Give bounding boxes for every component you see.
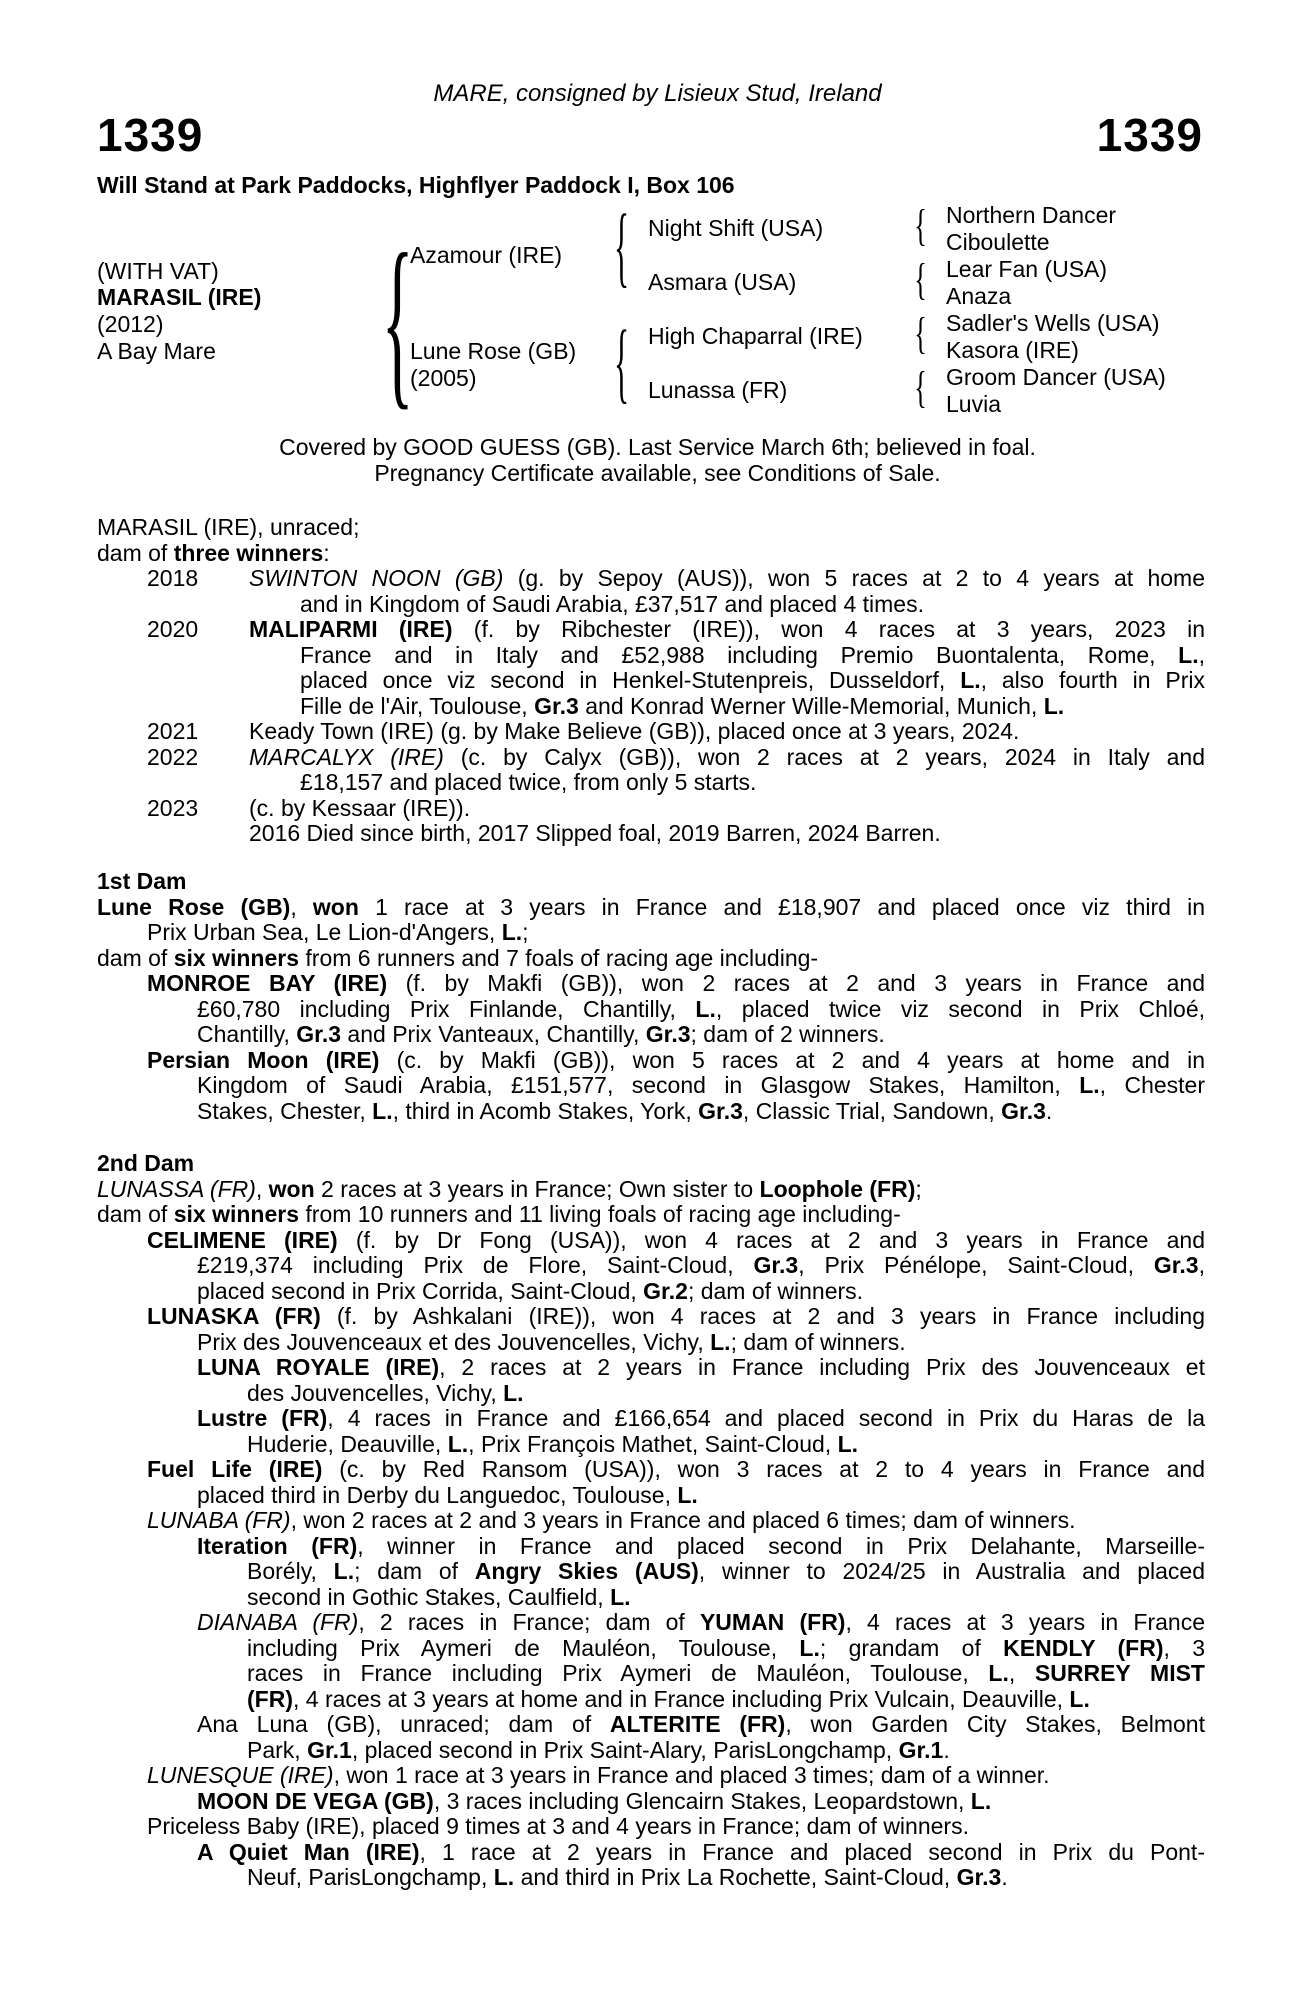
second-dam-line: £219,374 including Prix de Flore, Saint-Cloud, Gr.3, Prix Pénélope, Saint-Cloud, Gr.3, xyxy=(197,1252,1205,1278)
second-dam-line: Ana Luna (GB), unraced; dam of ALTERITE (FR), won Garden City Stakes, Belmont xyxy=(197,1711,1205,1737)
brace-main: { xyxy=(381,216,414,426)
first-dam-heading: 1st Dam xyxy=(97,868,187,894)
second-dam-line: placed second in Prix Corrida, Saint-Cloud, Gr.2; dam of winners. xyxy=(197,1277,864,1304)
mare-section xyxy=(97,515,1205,847)
produce-2018: 2018 SWINTON NOON (GB) (g. by Sepoy (AUS)), won 5 races at 2 to 4 years at home xyxy=(147,565,1205,591)
second-dam-line: LUNESQUE (IRE), won 1 race at 3 years in France and placed 3 times; dam of a winner. xyxy=(147,1762,1050,1788)
persian-l3: Stakes, Chester, L., third in Acomb Stakes, York, Gr.3, Classic Trial, Sandown, Gr.3. xyxy=(197,1097,1053,1124)
produce-2023: 2023 (c. by Kessaar (IRE)). xyxy=(147,794,471,821)
persian-l1: Persian Moon (IRE) (c. by Makfi (GB)), won 5 races at 2 and 4 years at home and in xyxy=(147,1046,1205,1073)
produce-2020: 2020 MALIPARMI (IRE) (f. by Ribchester (IRE)), won 4 races at 3 years, 2023 in xyxy=(147,616,1205,642)
second-dam-line: LUNABA (FR), won 2 races at 2 and 3 years in France and placed 6 times; dam of winners. xyxy=(147,1507,1076,1533)
second-dam-produce xyxy=(97,1228,1205,1891)
lot-number-left: 1339 xyxy=(97,109,204,161)
horse-desc: A Bay Mare xyxy=(97,338,216,364)
location-line: Will Stand at Park Paddocks, Highflyer Paddock I, Box 106 xyxy=(97,172,735,198)
horse-year: (2012) xyxy=(97,311,164,337)
produce-2018-cont: and in Kingdom of Saudi Arabia, £37,517 and placed 4 times. xyxy=(300,590,924,617)
second-dam-heading: 2nd Dam xyxy=(97,1150,195,1176)
lot-number-right: 1339 xyxy=(1096,109,1203,161)
monroe-l1: MONROE BAY (IRE) (f. by Makfi (GB)), won 2 races at 2 and 3 years in France and xyxy=(147,970,1205,996)
second-dam-l1: LUNASSA (FR), won 2 races at 3 years in France; Own sister to Loophole (FR); xyxy=(97,1175,922,1202)
consignment-line: MARE, consigned by Lisieux Stud, Ireland xyxy=(433,80,882,107)
second-dam-line: Priceless Baby (IRE), placed 9 times at 3 and 4 years in France; dam of winners. xyxy=(147,1813,969,1839)
persian-l2: Kingdom of Saudi Arabia, £151,577, second in Glasgow Stakes, Hamilton, L., Chester xyxy=(197,1072,1205,1098)
second-dam-line: des Jouvencelles, Vichy, L. xyxy=(247,1379,524,1406)
vat-note: (WITH VAT) xyxy=(97,258,219,284)
dd-dam: Luvia xyxy=(946,391,1001,417)
second-dam-line: including Prix Aymeri de Mauléon, Toulouse, L.; grandam of KENDLY (FR), 3 xyxy=(247,1634,1205,1661)
brace-ss: { xyxy=(914,201,927,250)
second-dam-line: (FR), 4 races at 3 years at home and in France including Prix Vulcain, Deauville, L. xyxy=(247,1685,1090,1712)
produce-notes: 2016 Died since birth, 2017 Slipped foal, 2019 Barren, 2024 Barren. xyxy=(249,820,941,846)
second-dam-line: Huderie, Deauville, L., Prix François Mathet, Saint-Cloud, L. xyxy=(247,1430,859,1457)
mare-intro: MARASIL (IRE), unraced; xyxy=(97,514,360,540)
brace-sire: { xyxy=(614,197,630,296)
dam-dam: Lunassa (FR) xyxy=(648,377,788,403)
sire-sire: Night Shift (USA) xyxy=(648,215,824,241)
dam-sire: High Chaparral (IRE) xyxy=(648,323,863,349)
produce-2020-l2: France and in Italy and £52,988 including Premio Buontalenta, Rome, L., xyxy=(300,641,1205,668)
second-dam-line: Borély, L.; dam of Angry Skies (AUS), winner to 2024/25 in Australia and placed xyxy=(247,1558,1206,1584)
second-dam-line: Neuf, ParisLongchamp, L. and third in Prix La Rochette, Saint-Cloud, Gr.3. xyxy=(247,1864,1008,1890)
ss-sire: Northern Dancer xyxy=(946,202,1117,228)
dam: Lune Rose (GB) xyxy=(410,338,577,364)
covering-line-2: Pregnancy Certificate available, see Conditions of Sale. xyxy=(374,460,941,486)
second-dam-line: LUNA ROYALE (IRE), 2 races at 2 years in France including Prix des Jouvenceaux et xyxy=(197,1354,1205,1380)
sire-dam: Asmara (USA) xyxy=(648,269,797,295)
monroe-l3: Chantilly, Gr.3 and Prix Vanteaux, Chantilly, Gr.3; dam of 2 winners. xyxy=(197,1021,885,1047)
dd-sire: Groom Dancer (USA) xyxy=(946,364,1166,390)
mare-dam-of: dam of three winners: xyxy=(97,539,330,566)
second-dam-line: LUNASKA (FR) (f. by Ashkalani (IRE)), won 4 races at 2 and 3 years in France including xyxy=(147,1303,1205,1329)
brace-dam: { xyxy=(614,313,630,412)
second-dam-damof: dam of six winners from 10 runners and 11 living foals of racing age including- xyxy=(97,1201,901,1227)
second-dam-line: Fuel Life (IRE) (c. by Red Ransom (USA)), won 3 races at 2 to 4 years in France and xyxy=(147,1456,1205,1482)
second-dam-line: DIANABA (FR), 2 races in France; dam of YUMAN (FR), 4 races at 3 years in France xyxy=(197,1609,1206,1635)
second-dam-line: races in France including Prix Aymeri de Mauléon, Toulouse, L., SURREY MIST xyxy=(247,1660,1205,1686)
second-dam-line: Iteration (FR), winner in France and placed second in Prix Delahante, Marseille- xyxy=(197,1532,1205,1559)
monroe-l2: £60,780 including Prix Finlande, Chantilly, L., placed twice viz second in Prix Chloé, xyxy=(197,995,1205,1022)
second-dam-line: MOON DE VEGA (GB), 3 races including Glencairn Stakes, Leopardstown, L. xyxy=(197,1787,992,1814)
ds-dam: Kasora (IRE) xyxy=(946,337,1079,363)
second-dam-line: A Quiet Man (IRE), 1 race at 2 years in France and placed second in Prix du Pont- xyxy=(197,1838,1205,1865)
ss-dam: Ciboulette xyxy=(946,229,1050,255)
second-dam-line: Lustre (FR), 4 races in France and £166,654 and placed second in Prix du Haras de la xyxy=(197,1405,1205,1431)
first-dam-damof: dam of six winners from 6 runners and 7 foals of racing age including- xyxy=(97,944,819,971)
sd-sire: Lear Fan (USA) xyxy=(946,256,1108,282)
second-dam-line: Prix des Jouvenceaux et des Jouvencelles, Vichy, L.; dam of winners. xyxy=(197,1328,906,1355)
second-dam-line: placed third in Derby du Languedoc, Toulouse, L. xyxy=(197,1481,698,1508)
second-dam-line: second in Gothic Stakes, Caulfield, L. xyxy=(247,1583,631,1610)
dam-year: (2005) xyxy=(410,365,477,391)
covering-line-1: Covered by GOOD GUESS (GB). Last Service March 6th; believed in foal. xyxy=(279,434,1036,460)
first-dam-section xyxy=(97,869,1205,1124)
sd-dam: Anaza xyxy=(946,283,1012,309)
ds-sire: Sadler's Wells (USA) xyxy=(946,310,1160,336)
produce-2020-l4: Fille de l'Air, Toulouse, Gr.3 and Konrad Werner Wille-Memorial, Munich, L. xyxy=(300,692,1065,719)
second-dam-section xyxy=(97,1151,1205,1891)
produce-2020-l3: placed once viz second in Henkel-Stutenpreis, Dusseldorf, L., also fourth in Prix xyxy=(300,667,1206,693)
produce-2022-cont: £18,157 and placed twice, from only 5 starts. xyxy=(300,769,757,795)
sire: Azamour (IRE) xyxy=(410,242,563,268)
second-dam-line: CELIMENE (IRE) (f. by Dr Fong (USA)), won 4 races at 2 and 3 years in France and xyxy=(147,1226,1206,1253)
first-dam-l1: Lune Rose (GB), won 1 race at 3 years in France and £18,907 and placed once viz third in xyxy=(97,893,1205,920)
brace-dd: { xyxy=(914,363,927,412)
horse-name: MARASIL (IRE) xyxy=(97,284,262,310)
first-dam-l2: Prix Urban Sea, Le Lion-d'Angers, L.; xyxy=(147,919,529,945)
produce-2021: 2021 Keady Town (IRE) (g. by Make Believe (GB)), placed once at 3 years, 2024. xyxy=(147,718,1020,744)
brace-ds: { xyxy=(914,309,927,358)
produce-2022: 2022 MARCALYX (IRE) (c. by Calyx (GB)), won 2 races at 2 years, 2024 in Italy and xyxy=(147,743,1205,770)
brace-sd: { xyxy=(914,255,927,304)
second-dam-line: Park, Gr.1, placed second in Prix Saint-Alary, ParisLongchamp, Gr.1. xyxy=(247,1736,950,1763)
